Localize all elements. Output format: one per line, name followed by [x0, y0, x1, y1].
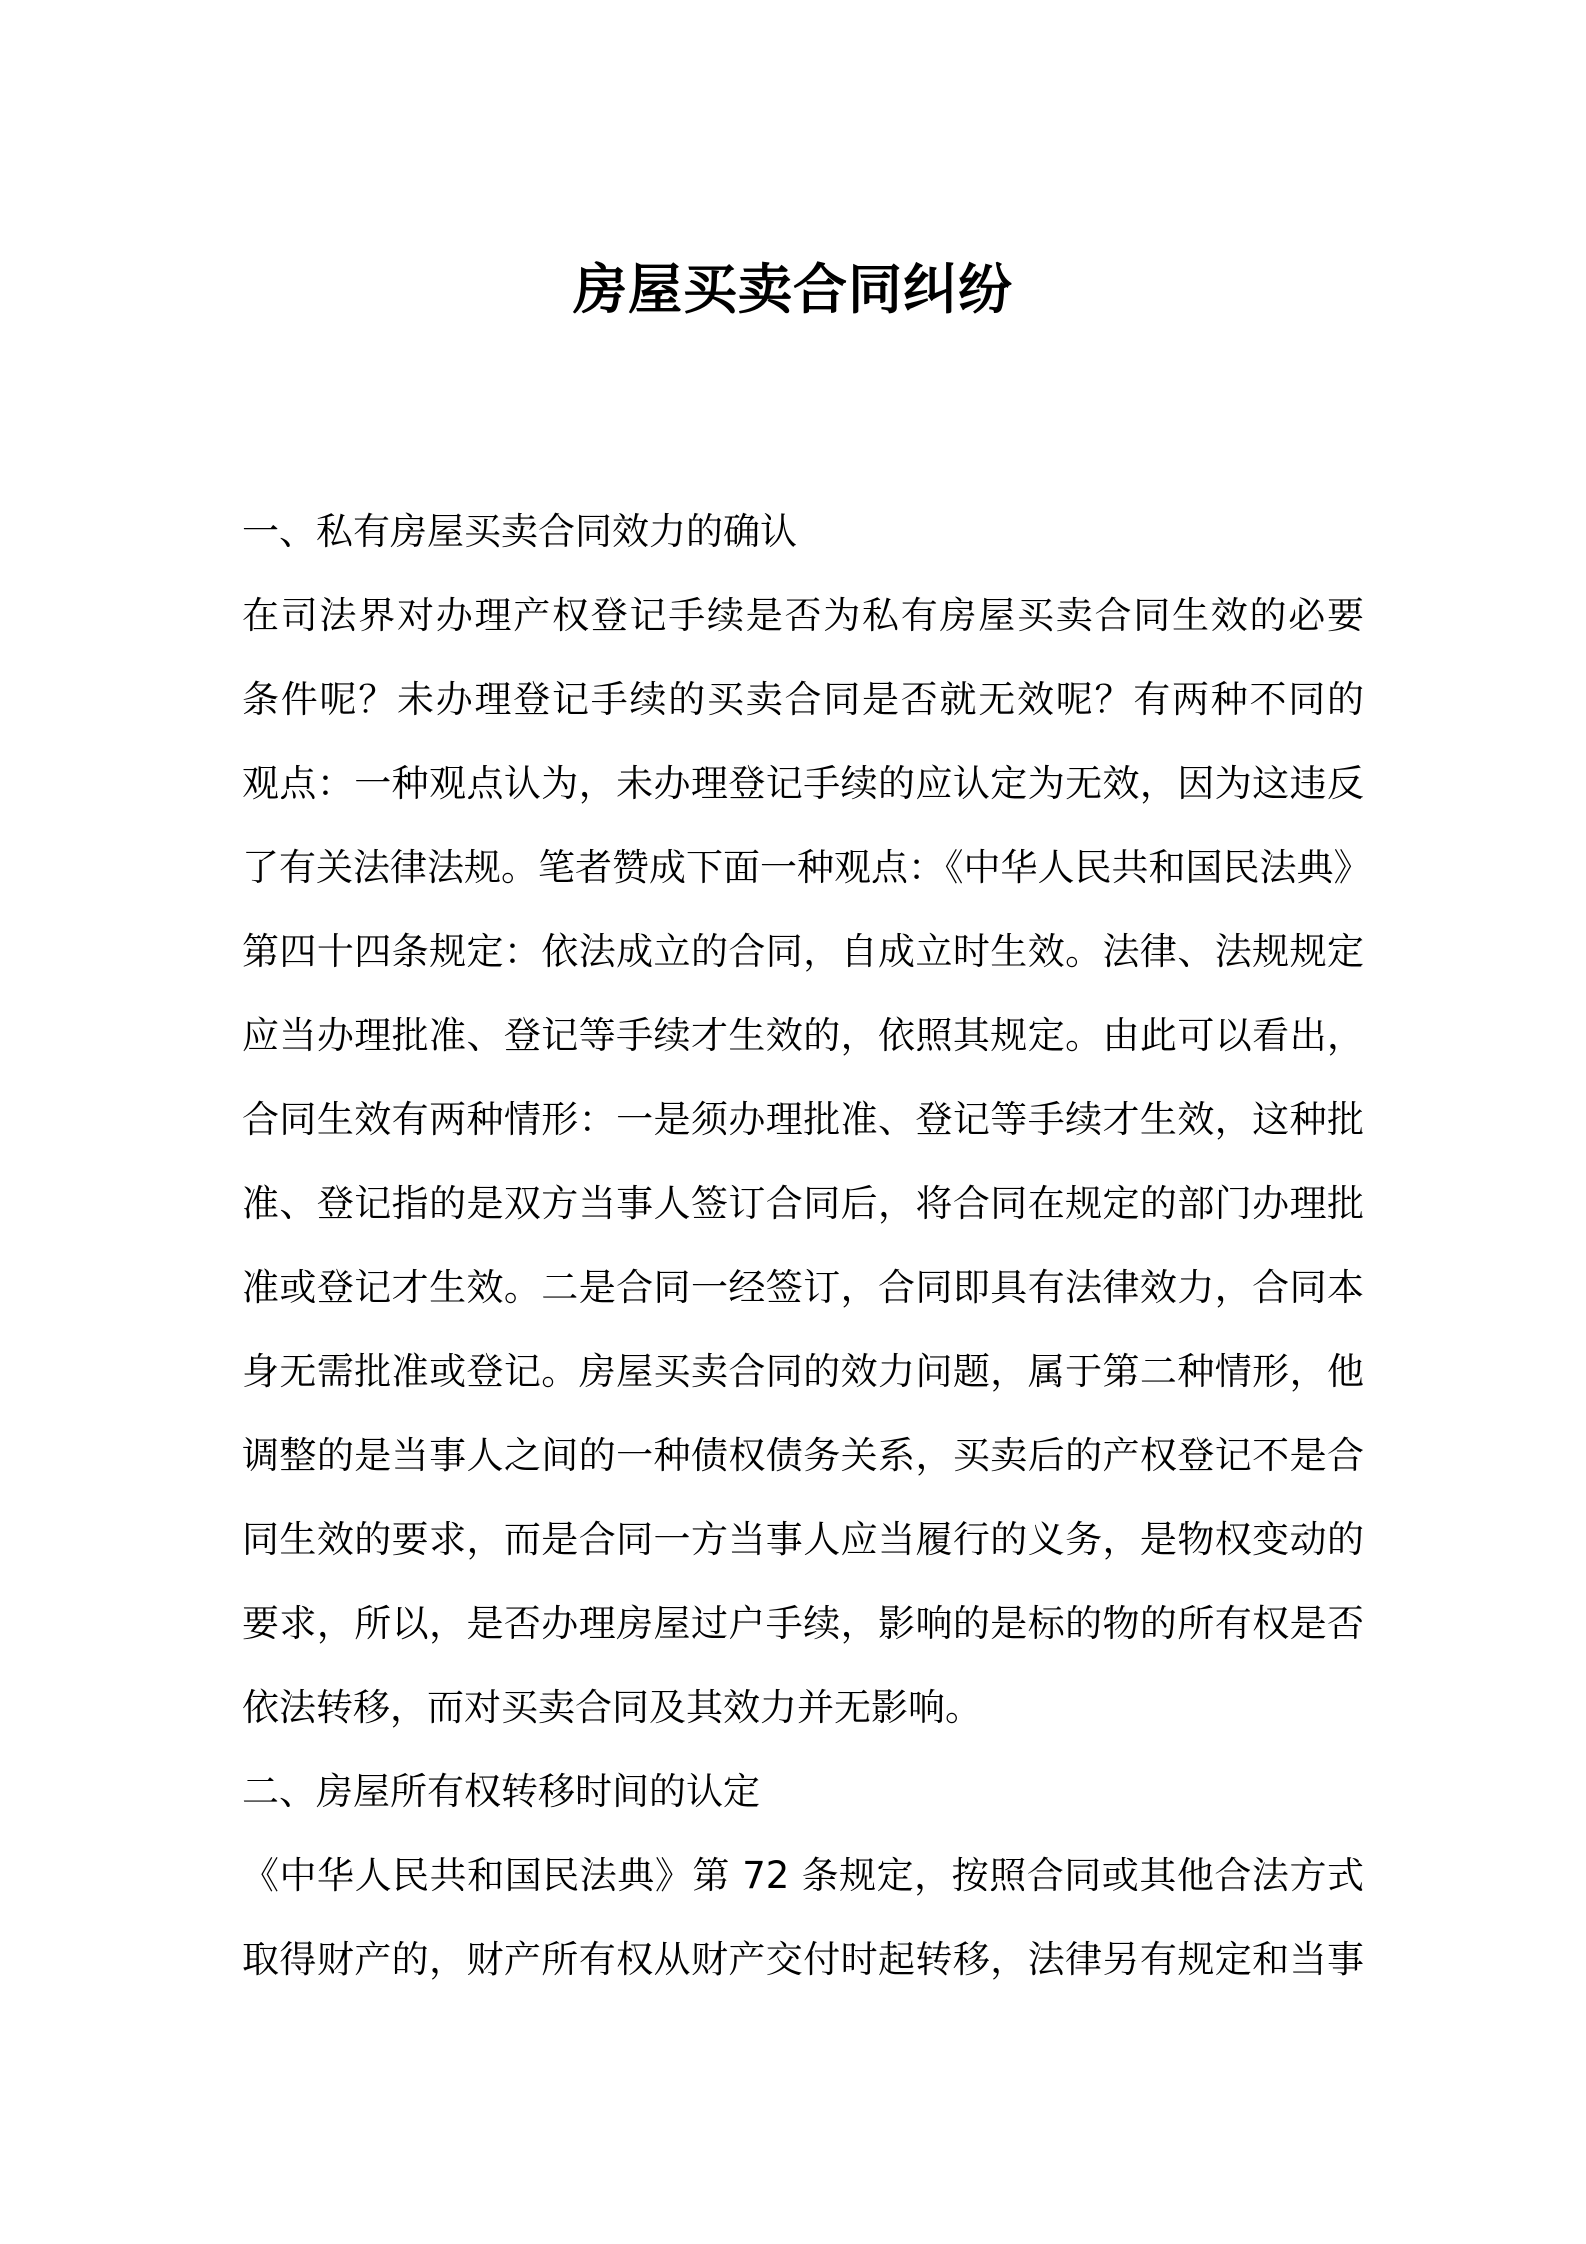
- body-line: 同生效的要求，而是合同一方当事人应当履行的义务，是物权变动的: [242, 1518, 1364, 1561]
- body-line: 《中华人民共和国民法典》第 72 条规定，按照合同或其他合法方式: [242, 1854, 1364, 1897]
- body-line: 准、登记指的是双方当事人签订合同后，将合同在规定的部门办理批: [242, 1182, 1364, 1225]
- body-line: 了有关法律法规。笔者赞成下面一种观点：《中华人民共和国民法典》: [242, 846, 1371, 889]
- body-line: 身无需批准或登记。房屋买卖合同的效力问题，属于第二种情形，他: [242, 1350, 1364, 1393]
- body-line: 在司法界对办理产权登记手续是否为私有房屋买卖合同生效的必要: [242, 594, 1364, 637]
- document-title: 房屋买卖合同纠纷: [573, 258, 1013, 321]
- body-line-paragraph-end: 依法转移，而对买卖合同及其效力并无影响。: [242, 1686, 982, 1729]
- body-line: 第四十四条规定：依法成立的合同，自成立时生效。法律、法规规定: [242, 930, 1364, 973]
- document-body: [242, 490, 1371, 2002]
- body-line: 观点：一种观点认为，未办理登记手续的应认定为无效，因为这违反: [242, 762, 1364, 805]
- body-line: 取得财产的，财产所有权从财产交付时起转移，法律另有规定和当事: [242, 1938, 1364, 1981]
- section-heading-1: 一、私有房屋买卖合同效力的确认: [242, 510, 797, 553]
- section-heading-2: 二、房屋所有权转移时间的认定: [242, 1770, 760, 1813]
- body-line: 合同生效有两种情形：一是须办理批准、登记等手续才生效，这种批: [242, 1098, 1364, 1141]
- body-line: 准或登记才生效。二是合同一经签订，合同即具有法律效力，合同本: [242, 1266, 1364, 1309]
- body-line: 应当办理批准、登记等手续才生效的，依照其规定。由此可以看出，: [242, 1014, 1364, 1057]
- body-line: 调整的是当事人之间的一种债权债务关系，买卖后的产权登记不是合: [242, 1434, 1364, 1477]
- body-line: 条件呢？未办理登记手续的买卖合同是否就无效呢？有两种不同的: [242, 678, 1364, 721]
- body-line: 要求，所以，是否办理房屋过户手续，影响的是标的物的所有权是否: [242, 1602, 1364, 1645]
